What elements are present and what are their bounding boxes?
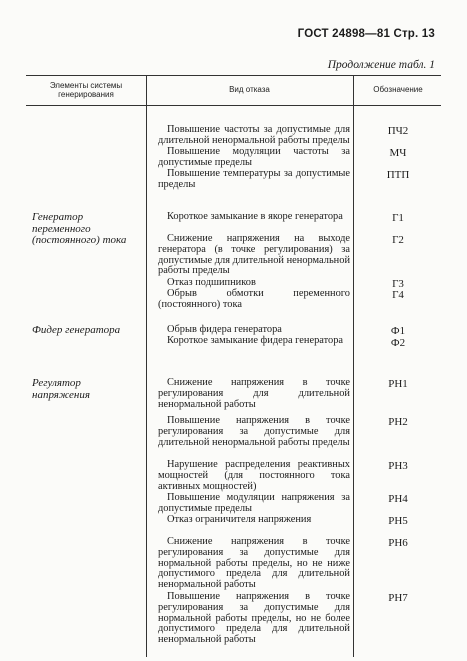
table-continuation-label: Продолжение табл. 1 [327, 59, 435, 71]
fault-item: Обрыв фидера генератора [167, 324, 282, 335]
fault-item: Снижение напряжения в точке регулирования для длительной ненормальной работы [158, 377, 350, 410]
fault-code: Ф2 [390, 337, 406, 349]
fault-code: ПЧ2 [387, 125, 409, 137]
fault-item: Отказ подшипников [167, 277, 256, 288]
fault-item: Повышение частоты за допустимые для длительной ненормальной работы пределы [158, 124, 350, 146]
fault-item: Снижение напряжения в точке регулирования за допустимые для нормальной работы пределы, но не ниже допустимого предела для длительной ненормальной работы [158, 536, 350, 591]
fault-item: Обрыв обмотки переменного (постоянного) тока [158, 288, 350, 310]
column-header-fault-type: Вид отказа [229, 85, 270, 94]
fault-code: Г1 [392, 212, 404, 224]
failure-table [26, 75, 441, 657]
fault-item: Повышение напряжения в точке регулирования за допустимые для длительной ненормальной работы пределы [158, 415, 350, 448]
fault-item: Короткое замыкание фидера генератора [167, 335, 344, 346]
column-header-elements: Элементы системы генерирования [49, 81, 123, 99]
fault-item: Нарушение распределения реактивных мощностей (для постоянного тока активных мощностей) [158, 459, 350, 492]
fault-code: РН6 [388, 537, 408, 549]
fault-item: Повышение модуляции частоты за допустимые пределы [158, 146, 350, 168]
fault-item: Повышение температуры за допустимые пределы [158, 168, 350, 190]
fault-list [158, 212, 350, 311]
element-name: Фидер генератора [32, 324, 121, 336]
element-name: Регулятор напряжения [32, 377, 90, 401]
fault-item: Повышение модуляции напряжения за допустимые пределы [158, 492, 350, 514]
element-name: Генератор переменного (постоянного) тока [32, 211, 127, 247]
fault-code: РН7 [388, 592, 408, 604]
fault-code: Г4 [392, 289, 404, 301]
column-divider [353, 75, 354, 657]
fault-item: Снижение напряжения на выходе генератора (в точке регулирования) за допустимые для длительной ненормальной работы пределы [158, 233, 351, 277]
fault-list [158, 378, 350, 647]
fault-code: МЧ [389, 147, 407, 159]
table-header-rule [26, 105, 441, 106]
fault-list [158, 125, 350, 191]
fault-code: Г3 [392, 278, 404, 290]
fault-code: РН4 [388, 493, 408, 505]
fault-code: ПТП [386, 169, 410, 181]
fault-item: Короткое замыкание в якоре генератора [167, 211, 343, 222]
fault-code: Г2 [392, 234, 404, 246]
fault-item: Отказ ограничителя напряжения [167, 514, 312, 525]
column-divider [146, 75, 147, 657]
fault-list [158, 325, 350, 358]
fault-code: Ф1 [390, 325, 406, 337]
fault-code: РН2 [388, 416, 408, 428]
fault-code: РН3 [388, 460, 408, 472]
fault-code: РН5 [388, 515, 408, 527]
table-top-rule [26, 75, 441, 76]
fault-item: Повышение напряжения в точке регулирования за допустимые для нормальной работы пределы, но не более допустимого предела для длительной ненормальной работы [158, 591, 350, 646]
column-header-designation: Обозначение [373, 85, 423, 94]
page-header: ГОСТ 24898—81 Стр. 13 [297, 28, 435, 40]
fault-code: РН1 [388, 378, 408, 390]
